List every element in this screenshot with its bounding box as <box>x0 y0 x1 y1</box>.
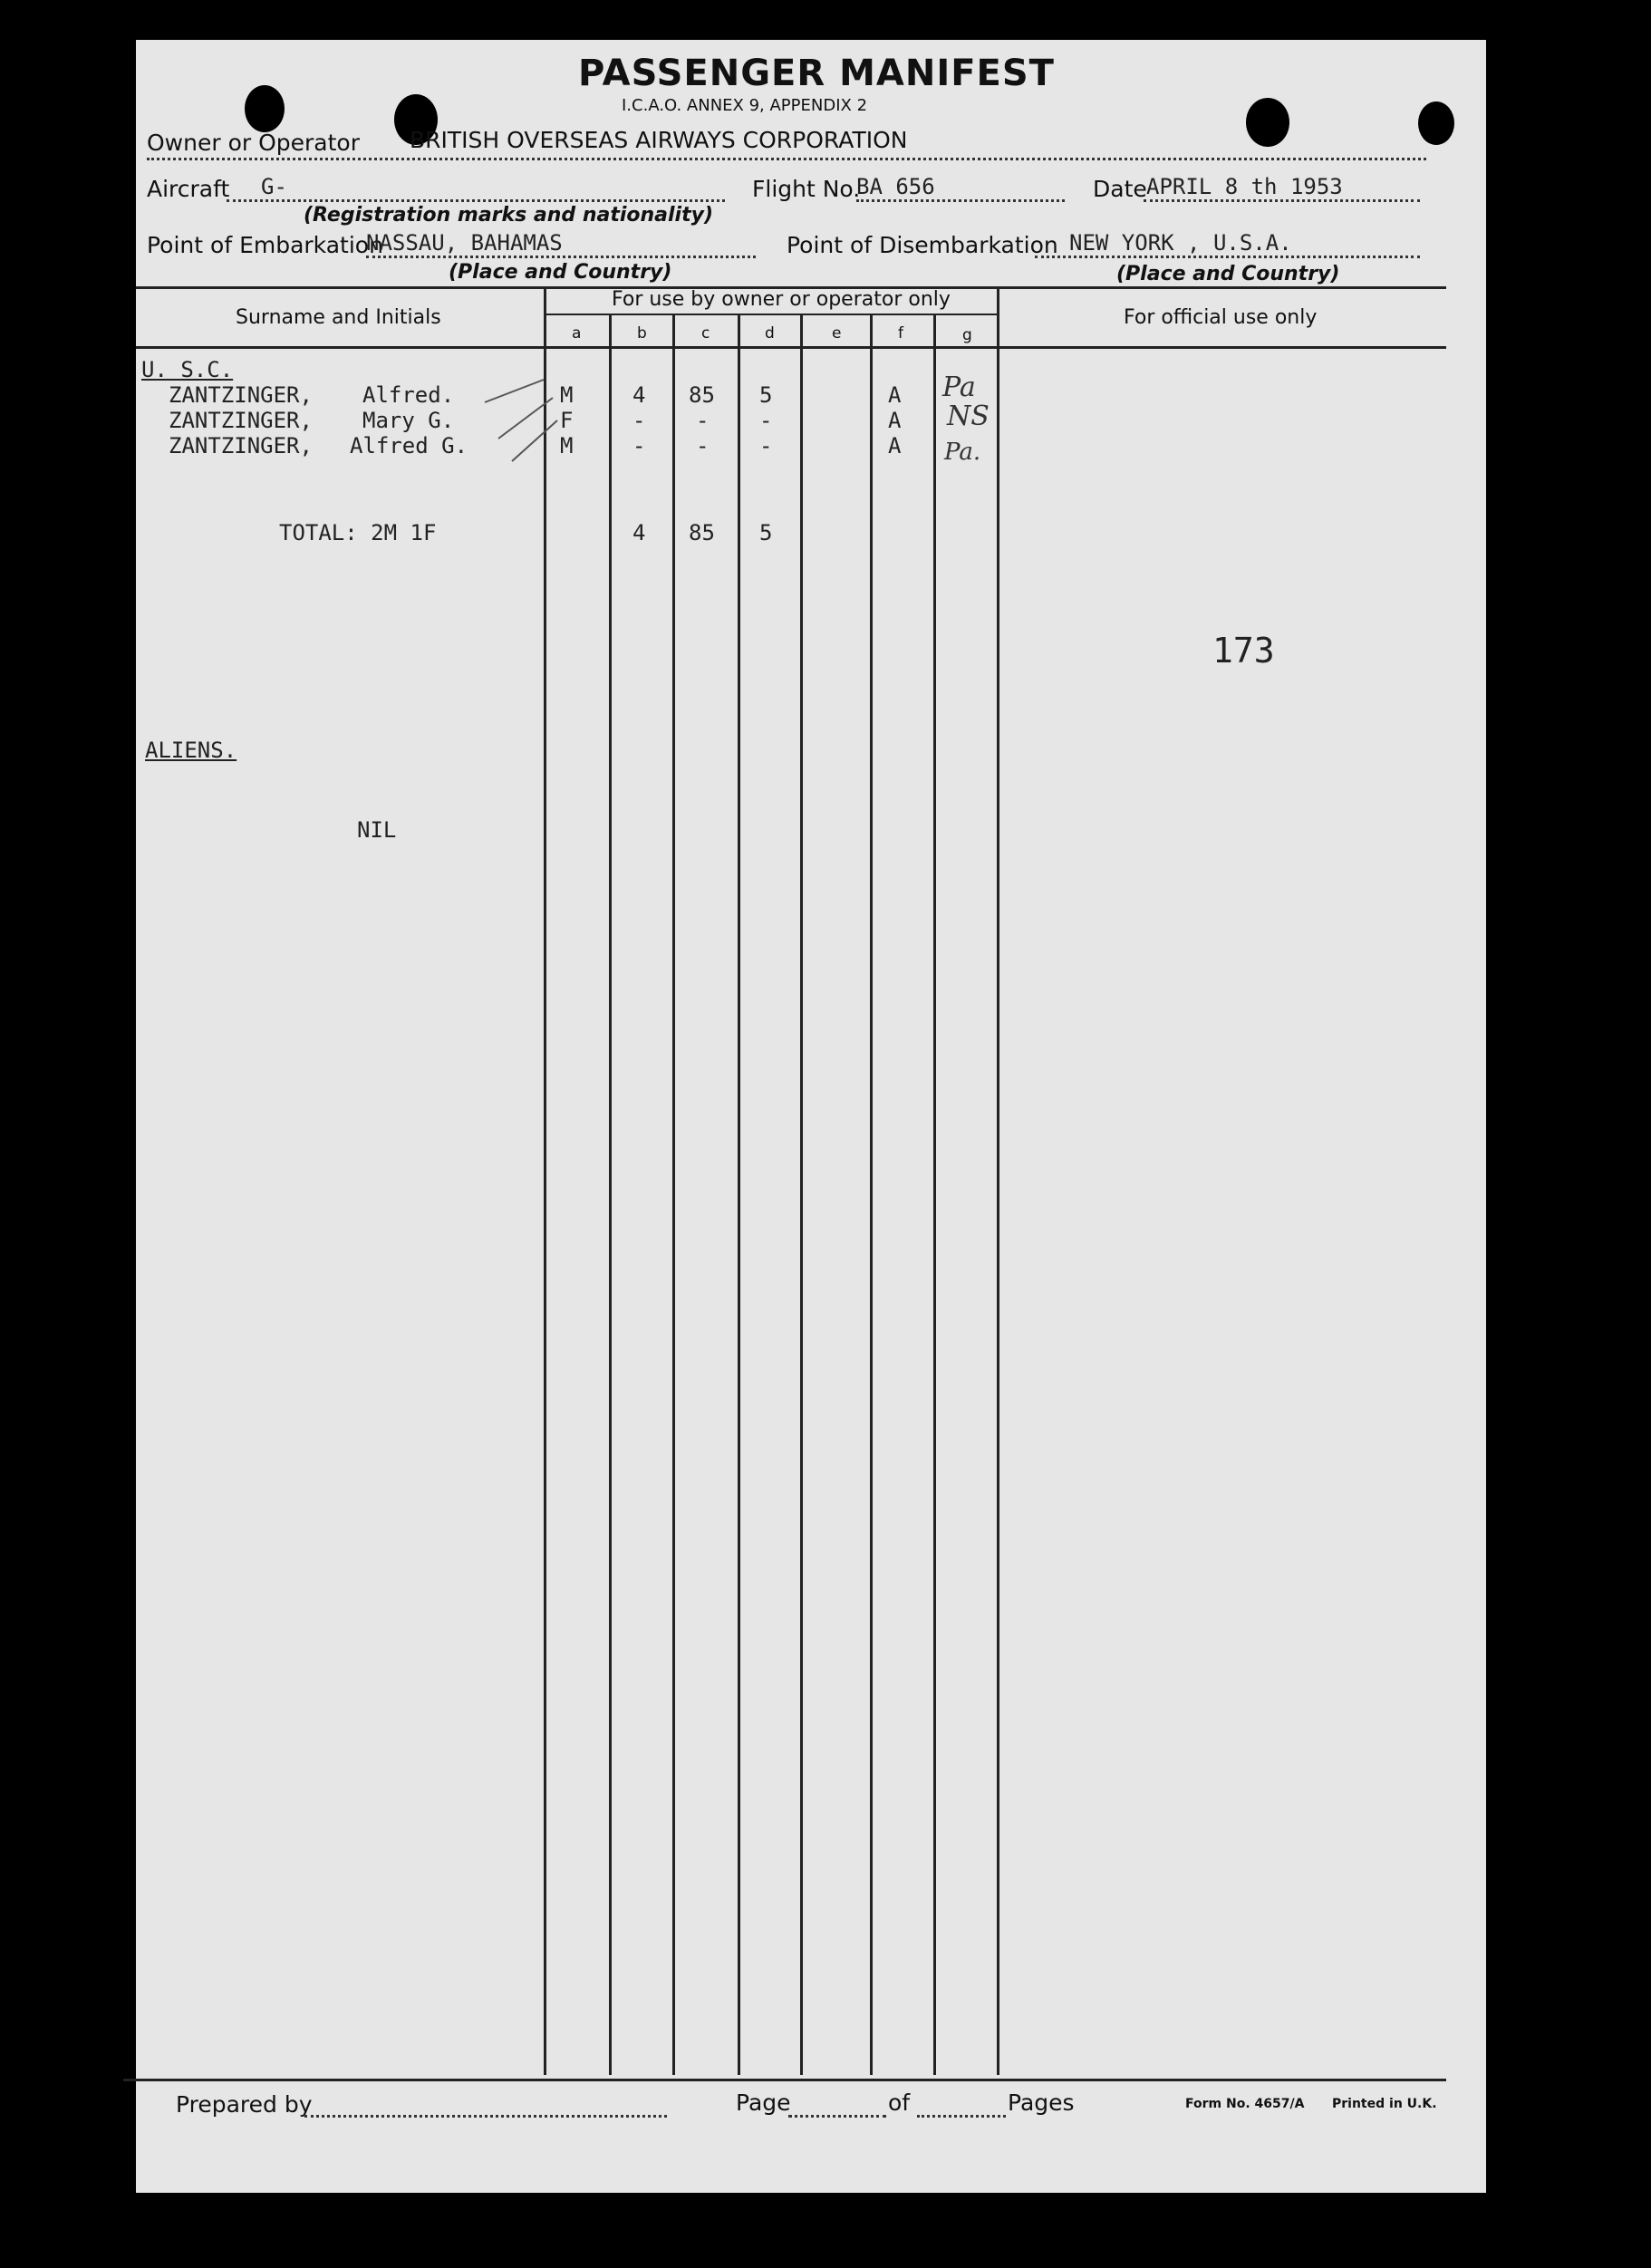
row3-g: Pa. <box>944 439 981 466</box>
disembark-note: (Place and Country) <box>1116 263 1340 285</box>
col-line-f-left <box>870 314 873 2075</box>
flight-dots <box>856 199 1065 202</box>
row2-g: NS <box>947 401 990 432</box>
row3-d: - <box>759 433 773 458</box>
embark-note: (Place and Country) <box>449 261 672 284</box>
disembark-dots <box>1035 256 1420 258</box>
owner-label: Owner or Operator <box>147 130 360 156</box>
disembark-label: Point of Disembarkation <box>787 232 1058 258</box>
col-letter-f: f <box>898 324 903 343</box>
owner-rule <box>147 158 1426 160</box>
row1-f: A <box>888 382 902 408</box>
embark-label: Point of Embarkation <box>147 232 383 258</box>
col-line-a-left <box>544 286 546 2075</box>
of-dots <box>917 2115 1006 2118</box>
page-label: Page <box>736 2089 791 2116</box>
date-value: APRIL 8 th 1953 <box>1146 174 1343 199</box>
embark-value: NASSAU, BAHAMAS <box>366 230 563 256</box>
disembark-value: NEW YORK , U.S.A. <box>1069 230 1292 256</box>
owner-value: BRITISH OVERSEAS AIRWAYS CORPORATION <box>410 127 908 153</box>
section-usc: U. S.C. <box>141 357 234 382</box>
col-surname-header: Surname and Initials <box>236 306 441 329</box>
col-letter-e: e <box>832 324 842 343</box>
row1-surname: ZANTZINGER, <box>169 382 313 408</box>
col-line-c-left <box>672 314 675 2075</box>
total-label: TOTAL: 2M 1F <box>279 520 437 545</box>
aircraft-dots <box>227 199 725 202</box>
embark-dots <box>366 256 756 258</box>
prepared-label: Prepared by <box>176 2091 313 2118</box>
row2-given: Mary G. <box>362 408 455 433</box>
row3-c: - <box>696 433 710 458</box>
section-aliens: ALIENS. <box>145 738 237 763</box>
header-bottom-rule <box>136 346 1446 349</box>
punch-hole-1 <box>245 85 285 132</box>
page-dots <box>788 2115 886 2118</box>
aircraft-note: (Registration marks and nationality) <box>304 204 714 227</box>
row3-given: Alfred G. <box>350 433 468 458</box>
total-c: 85 <box>689 520 715 545</box>
row1-c: 85 <box>689 382 715 408</box>
form-number: Form No. 4657/A <box>1185 2097 1305 2111</box>
row1-given: Alfred. <box>362 382 455 408</box>
row3-f: A <box>888 433 902 458</box>
flight-label: Flight No. <box>752 176 861 202</box>
aircraft-label: Aircraft <box>147 176 230 202</box>
col-letter-a: a <box>572 324 582 343</box>
col-line-b-left <box>609 314 612 2075</box>
col-line-d-left <box>738 314 740 2075</box>
col-letter-d: d <box>765 324 775 343</box>
official-number: 173 <box>1212 631 1275 671</box>
footer-rule <box>123 2079 1446 2081</box>
aliens-value: NIL <box>357 817 397 843</box>
col-letter-c: c <box>701 324 710 343</box>
row2-f: A <box>888 408 902 433</box>
row2-d: - <box>759 408 773 433</box>
col-official-header: For official use only <box>1124 306 1318 329</box>
flight-value: BA 656 <box>856 174 935 199</box>
aircraft-value: G- <box>261 174 287 199</box>
prepared-dots <box>304 2115 667 2118</box>
date-label: Date <box>1093 176 1147 202</box>
row3-surname: ZANTZINGER, <box>169 433 313 458</box>
col-letter-g: g <box>962 326 972 344</box>
total-b: 4 <box>632 520 646 545</box>
col-line-e-left <box>800 314 803 2075</box>
row1-b: 4 <box>632 382 646 408</box>
row1-d: 5 <box>759 382 773 408</box>
row2-b: - <box>632 408 646 433</box>
punch-hole-3 <box>1246 98 1289 147</box>
printed-in: Printed in U.K. <box>1332 2097 1437 2111</box>
date-dots <box>1144 199 1420 202</box>
total-d: 5 <box>759 520 773 545</box>
letters-top-rule <box>544 314 997 315</box>
manifest-page <box>136 40 1486 2193</box>
of-label: of <box>888 2089 911 2116</box>
col-operator-header: For use by owner or operator only <box>612 288 951 311</box>
col-letter-b: b <box>637 324 647 343</box>
pages-label: Pages <box>1008 2089 1075 2116</box>
page-subtitle: I.C.A.O. ANNEX 9, APPENDIX 2 <box>622 96 868 115</box>
row3-b: - <box>632 433 646 458</box>
pencil-tick-marks <box>480 366 574 475</box>
row2-surname: ZANTZINGER, <box>169 408 313 433</box>
row3-a: M <box>560 433 574 458</box>
row2-c: - <box>696 408 710 433</box>
col-line-g-left <box>933 314 936 2075</box>
row1-a: M <box>560 382 574 408</box>
punch-hole-4 <box>1418 101 1454 145</box>
col-line-official-left <box>997 286 999 2075</box>
row2-a: F <box>560 408 574 433</box>
page-title: PASSENGER MANIFEST <box>578 53 1055 94</box>
row1-g: Pa <box>942 372 976 403</box>
